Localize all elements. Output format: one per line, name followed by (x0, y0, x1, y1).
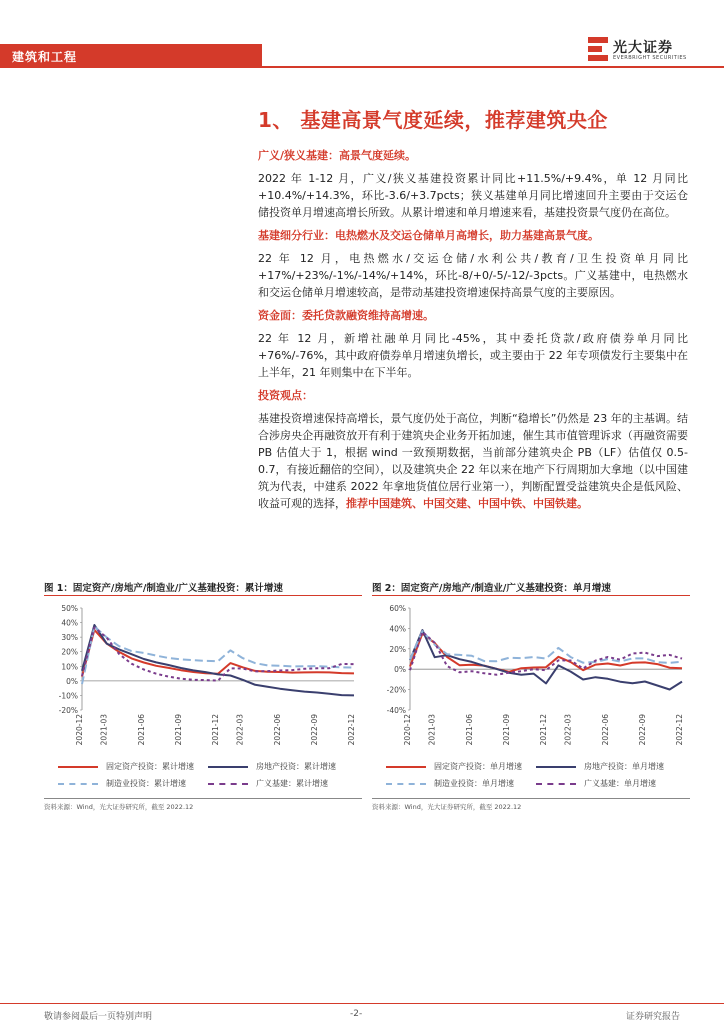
x-tick-label: 2021-06 (464, 714, 474, 746)
section-paragraph: 22 年 12 月，电热燃水/交运仓储/水利公共/教育/卫生投资单月同比+17%/+23%/-1%/-14%/+14%，环比-8/+0/-5/-12/-3pcts。广义基建中，电热燃水和交运仓储单月增速较高，是带动基建投资增速保持高景气度的主要原因。 (258, 252, 688, 299)
paragraph-body: 基建投资增速保持高增长，景气度仍处于高位，判断“稳增长”仍然是 23 年的主基调。结合涉房央企再融资放开有利于建筑央企业务开拓加速，催生其市值管理诉求（再融资需要 PB 估值大于 1，根据 wind 一致预期数据，当前部分建筑央企 PB（LF）估值仅 0.5-0.7，有接近翻倍的空间），以及建筑央企 22 年以来在地产下行周期加大拿地（以中国建筑为代表，中建系 2022 年拿地货值位居行业第一），判断配置受益建筑央企是低风险、收益可观的选择， (258, 412, 688, 510)
section-heading: 基建细分行业：电热燃水及交运仓储单月高增长，助力基建高景气度。 (258, 229, 599, 242)
figure-source: 资料来源：Wind，光大证券研究所，截至 2022.12 (44, 798, 362, 811)
series-line (82, 627, 354, 685)
x-tick-label: 2020-12 (75, 714, 84, 746)
legend-swatch (386, 783, 426, 785)
series-line (410, 632, 682, 675)
header-band (0, 44, 262, 68)
series-line (82, 625, 354, 695)
page-footer (0, 1003, 724, 1024)
y-tick-label: 0% (66, 676, 78, 686)
legend-swatch (208, 766, 248, 768)
figure-title: 图 1：固定资产/房地产/制造业/广义基建投资：累计增速 (44, 580, 362, 596)
chart-legend (44, 760, 362, 796)
section-heading: 广义/狭义基建：高景气度延续。 (258, 149, 417, 162)
legend-label: 房地产投资：单月增速 (584, 762, 664, 771)
x-tick-label: 2022-06 (600, 714, 610, 746)
x-tick-label: 2022-09 (309, 714, 319, 746)
y-tick-label: -40% (386, 706, 406, 715)
legend-label: 制造业投资：累计增速 (106, 779, 186, 788)
recommendation-highlight: 推荐中国建筑、中国交建、中国中铁、中国铁建。 (346, 497, 588, 510)
x-tick-label: 2021-03 (427, 714, 437, 746)
x-tick-label: 2021-09 (501, 714, 511, 746)
legend-swatch (58, 766, 98, 768)
logo-english: EVERBRIGHT SECURITIES (613, 55, 687, 61)
y-tick-label: 20% (61, 647, 78, 657)
x-tick-label: 2022-12 (675, 714, 684, 746)
legend-label: 广义基建：单月增速 (584, 779, 656, 788)
page-title: 1、 基建高景气度延续，推荐建筑央企 (258, 108, 608, 132)
figure-source: 资料来源：Wind，光大证券研究所，截至 2022.12 (372, 798, 690, 811)
legend-swatch (208, 783, 248, 785)
y-tick-label: 0% (394, 665, 406, 675)
x-tick-label: 2020-12 (403, 714, 412, 746)
chart-monthly-growth (372, 602, 690, 752)
section-label: 建筑和工程 (12, 50, 78, 64)
footer-report-type: 证券研究报告 (625, 1012, 680, 1022)
legend-swatch (386, 766, 426, 768)
section-paragraph: 22 年 12 月，新增社融单月同比-45%，其中委托贷款/政府债券单月同比+76%/-76%，其中政府债券单月增速负增长，或主要由于 22 年专项债发行主要集中在上半年，21 年则集中在下半年。 (258, 332, 688, 379)
x-tick-label: 2021-06 (136, 714, 146, 746)
x-tick-label: 2022-03 (563, 714, 573, 746)
legend-swatch (58, 783, 98, 785)
x-tick-label: 2022-06 (272, 714, 282, 746)
y-tick-label: 60% (389, 604, 406, 613)
section-heading: 资金面：委托贷款融资维持高增速。 (258, 309, 434, 322)
header-rule (262, 66, 724, 68)
section-paragraph: 2022 年 1-12 月，广义/狭义基建投资累计同比+11.5%/+9.4%，单 12 月同比+10.4%/+14.3%，环比-3.6/+3.7pcts；狭义基建单月同比增速回升主要由于交运仓储投资单月增速高增长所致。从累计增速和单月增速来看，基建投资景气度仍在高位。 (258, 172, 688, 219)
y-tick-label: -10% (58, 691, 78, 701)
logo-mark-icon (587, 36, 609, 62)
legend-label: 广义基建：累计增速 (256, 779, 328, 788)
series-line (82, 630, 354, 677)
y-tick-label: 40% (61, 618, 78, 628)
section-paragraph (258, 410, 688, 512)
footer-disclaimer: 敬请参阅最后一页特别声明 (44, 1012, 153, 1022)
section-heading: 投资观点： (258, 389, 313, 402)
x-tick-label: 2021-09 (173, 714, 183, 746)
legend-label: 房地产投资：累计增速 (256, 762, 336, 771)
y-tick-label: 50% (61, 604, 78, 613)
figure-2 (372, 580, 690, 811)
chart-cumulative-growth (44, 602, 362, 752)
x-tick-label: 2021-12 (539, 714, 548, 746)
figure-title: 图 2：固定资产/房地产/制造业/广义基建投资：单月增速 (372, 580, 690, 596)
y-tick-label: 40% (389, 624, 406, 634)
x-tick-label: 2021-12 (211, 714, 220, 746)
chart-legend (372, 760, 690, 796)
legend-swatch (536, 766, 576, 768)
x-tick-label: 2022-09 (637, 714, 647, 746)
figure-1 (44, 580, 362, 811)
y-tick-label: 10% (61, 662, 78, 672)
legend-label: 制造业投资：单月增速 (434, 779, 514, 788)
main-content (258, 104, 688, 518)
y-tick-label: 20% (389, 644, 406, 654)
x-tick-label: 2021-03 (99, 714, 109, 746)
legend-label: 固定资产投资：累计增速 (106, 762, 194, 771)
y-tick-label: -20% (386, 685, 406, 695)
brand-logo (587, 36, 707, 64)
series-line (410, 631, 682, 663)
legend-label: 固定资产投资：单月增速 (434, 762, 522, 771)
legend-swatch (536, 783, 576, 785)
x-tick-label: 2022-03 (235, 714, 245, 746)
page-number: -2- (350, 1009, 363, 1019)
logo-name: 光大证券 (613, 40, 673, 56)
y-tick-label: -20% (58, 706, 78, 715)
y-tick-label: 30% (61, 633, 78, 643)
x-tick-label: 2022-12 (347, 714, 356, 746)
